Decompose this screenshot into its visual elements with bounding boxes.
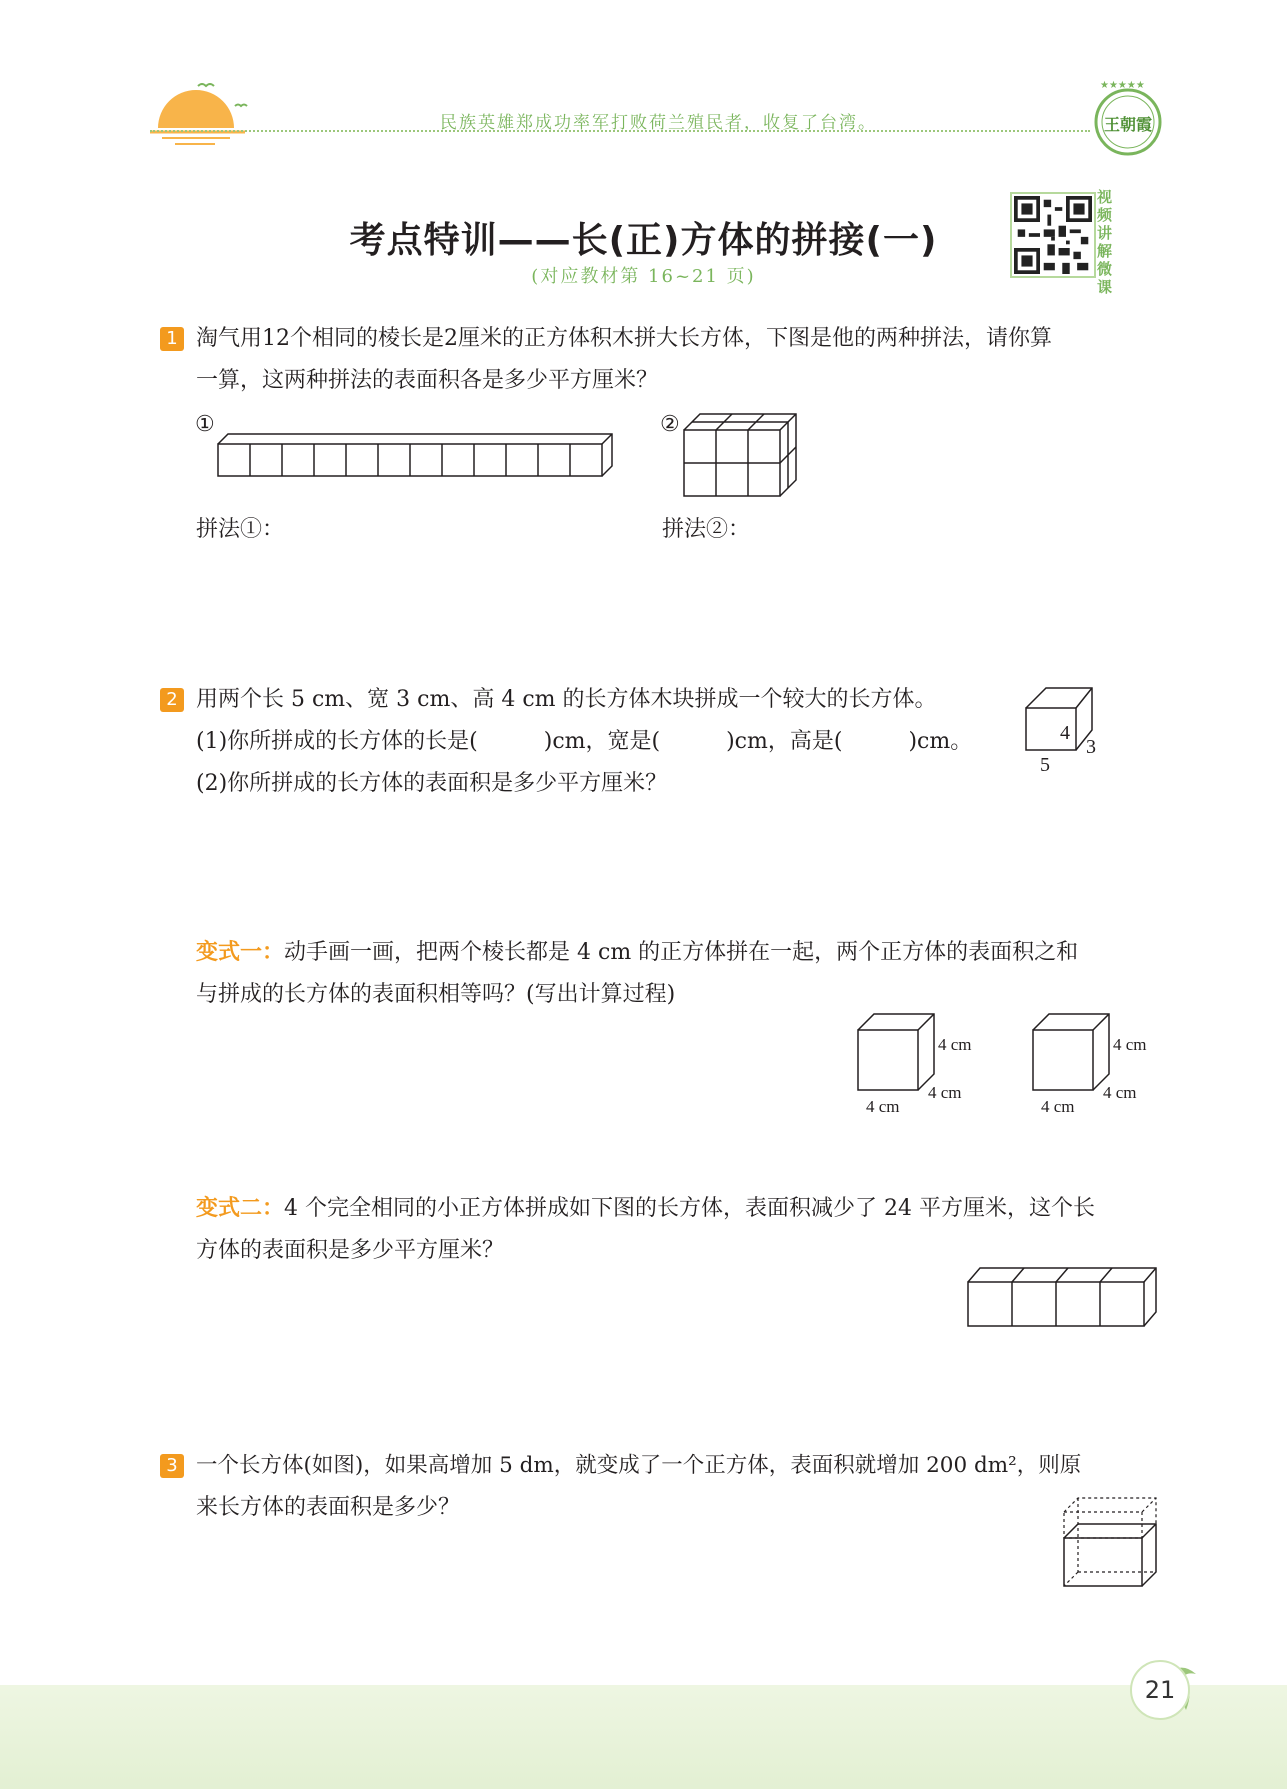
q2-line-1: 用两个长 5 cm、宽 3 cm、高 4 cm 的长方体木块拼成一个较大的长方体。	[196, 687, 937, 712]
variant-1-right-height: 4 cm	[1113, 1035, 1147, 1054]
variant-1-cube-left	[856, 1012, 938, 1092]
q2-cuboid-figure	[1024, 684, 1094, 754]
variant-2-line-2: 方体的表面积是多少平方厘米？	[196, 1238, 505, 1263]
variant-2-text: 4 个完全相同的小正方体拼成如下图的长方体，表面积减少了 24 平方厘米，这个长	[284, 1196, 1095, 1221]
q2-line-2: (1)你所拼成的长方体的长是( )cm，宽是( )cm，高是( )cm。	[196, 729, 973, 754]
q3-line-2: 来长方体的表面积是多少？	[196, 1495, 461, 1520]
q3-line-1: 一个长方体(如图)，如果高增加 5 dm，就变成了一个正方体，表面积就增加 200 dm²，则原	[196, 1453, 1082, 1478]
variant-1-right-depth: 4 cm	[1103, 1083, 1137, 1102]
q1-answer-2-label: 拼法②：	[662, 517, 751, 542]
q1-line-2: 一算，这两种拼法的表面积各是多少平方厘米？	[196, 368, 659, 393]
qr-label: 视频讲解微课	[1097, 188, 1113, 296]
q1-figure-2-label: ②	[660, 412, 680, 437]
header-motto: 民族英雄郑成功率军打败荷兰殖民者，收复了台湾。	[440, 113, 877, 133]
q2-line-3: (2)你所拼成的长方体的表面积是多少平方厘米？	[196, 771, 668, 796]
page-title: 考点特训——长(正)方体的拼接(一)	[349, 220, 938, 261]
variant-1-text: 动手画一画，把两个棱长都是 4 cm 的正方体拼在一起，两个正方体的表面积之和	[284, 940, 1079, 965]
q2-height-label: 4	[1060, 722, 1070, 744]
variant-1-cube-right	[1031, 1012, 1113, 1092]
q2-length-label: 5	[1040, 754, 1050, 776]
q1-figure-2-cuboid	[682, 412, 802, 502]
variant-1-left-height: 4 cm	[938, 1035, 972, 1054]
variant-1-left-depth: 4 cm	[928, 1083, 962, 1102]
q1-answer-1-label: 拼法①：	[196, 517, 285, 542]
q2-width-label: 3	[1086, 736, 1096, 758]
q1-figure-1-label: ①	[195, 412, 215, 437]
variant-2-cuboid-figure	[966, 1266, 1160, 1330]
q1-figure-1-cuboid	[215, 430, 625, 480]
question-number-1: 1	[160, 327, 184, 351]
variant-1-right-length: 4 cm	[1041, 1097, 1075, 1116]
brand-logo	[1088, 78, 1168, 158]
sunset-icon	[150, 78, 250, 148]
variant-1-label: 变式一：	[196, 940, 285, 965]
variant-1-line-1	[196, 932, 1078, 974]
q1-line-1: 淘气用12个相同的棱长是2厘米的正方体积木拼大长方体，下图是他的两种拼法，请你算	[196, 326, 1052, 351]
variant-2-label: 变式二：	[196, 1196, 285, 1221]
svg-text:★★★★★: ★★★★★	[1100, 80, 1145, 91]
page-number: 21	[1130, 1660, 1190, 1720]
page-subtitle: (对应教材第 16~21 页)	[531, 266, 756, 287]
question-number-2: 2	[160, 688, 184, 712]
question-number-3: 3	[160, 1454, 184, 1478]
variant-2-line-1	[196, 1188, 1095, 1230]
variant-1-line-2: 与拼成的长方体的表面积相等吗？(写出计算过程)	[196, 982, 676, 1007]
q3-cuboid-figure	[1062, 1496, 1162, 1590]
variant-1-left-length: 4 cm	[866, 1097, 900, 1116]
footer-band	[0, 1685, 1287, 1789]
qr-code-icon[interactable]	[1014, 196, 1092, 274]
qr-code-frame	[1010, 192, 1096, 278]
brand-logo-text: 王朝霞	[1103, 115, 1152, 134]
